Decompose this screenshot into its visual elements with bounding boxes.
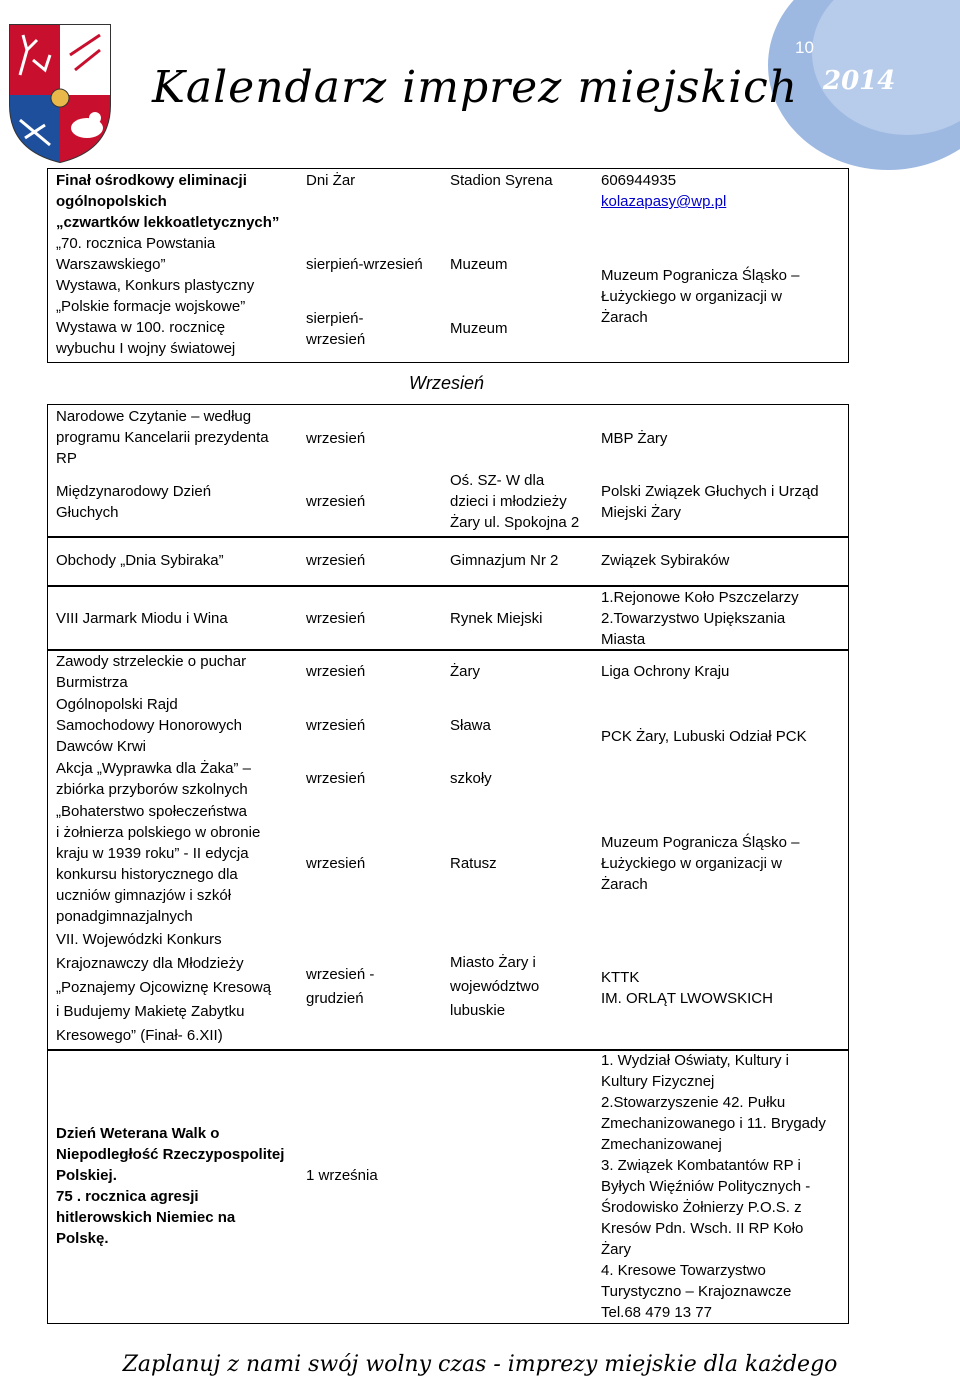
header-year: 2014 — [823, 66, 896, 96]
page-footer: Zaplanuj z nami swój wolny czas - imprezy miejskie dla każdego — [122, 1352, 838, 1377]
place-sybiraka: Gimnazjum Nr 2 — [450, 552, 559, 569]
org-bohaterstwo: Muzeum Pogranicza Śląsko – Łużyckiego w organizacji w Żarach — [601, 834, 800, 893]
email-link[interactable]: kolazapasy@wp.pl — [601, 193, 727, 210]
event-sybiraka: Obchody „Dnia Sybiraka” — [56, 552, 224, 569]
org-jarmark: 1.Rejonowe Koło Pszczelarzy 2.Towarzystwo Upiększania Miasta — [601, 589, 799, 648]
org-sybiraka: Związek Sybiraków — [601, 552, 730, 569]
org-strzeleckie: Liga Ochrony Kraju — [601, 663, 730, 680]
event-weteran: Dzień Weterana Walk o Niepodległość Rzeczypospolitej Polskiej. 75 . rocznica agresji hitlerowskich Niemiec na Polskę. — [56, 1125, 285, 1247]
org-rajd: PCK Żary, Lubuski Odział PCK — [601, 728, 807, 745]
page-number: 10 — [795, 38, 814, 57]
date-jarmark: wrzesień — [306, 610, 366, 627]
place-wyprawka: szkoły — [450, 770, 492, 787]
date-bohaterstwo: wrzesień — [306, 855, 366, 872]
date-dni-zar: Dni Żar — [306, 172, 356, 189]
place-gluchych: Oś. SZ- W dla dzieci i młodzieży Żary ul. Spokojna 2 — [450, 472, 580, 531]
event-wyprawka: Akcja „Wyprawka dla Żaka” – zbiórka przyborów szkolnych — [56, 760, 251, 798]
date-sierpien-2: sierpień- wrzesień — [306, 310, 366, 348]
month-heading: Wrzesień — [409, 373, 485, 393]
org-muzeum-1: Muzeum Pogranicza Śląsko – Łużyckiego w organizacji w Żarach — [601, 267, 800, 326]
date-sierpien-1: sierpień-wrzesień — [306, 256, 423, 273]
org-mbp: MBP Żary — [601, 430, 668, 447]
place-stadion: Stadion Syrena — [450, 172, 553, 189]
org-weteran: 1. Wydział Oświaty, Kultury i Kultury Fizycznej 2.Stowarzyszenie 42. Pułku Zmechanizowanego i 11. Brygady Zmechanizowanej 3. Związek Kombatantów RP i Byłych Więźniów Politycznych - Środowisko Żołnierzy P.O.S. z Kresów Pdn. Wsch. II RP Koło Żary 4. Kresowe Towarzystwo Turystyczno – Krajoznawcze Tel.68 479 13 77 — [601, 1052, 826, 1321]
org-kresowy: KTTK IM. ORLĄT LWOWSKICH — [601, 969, 773, 1007]
place-kresowy: Miasto Żary i województwo lubuskie — [450, 954, 540, 1019]
date-rajd: wrzesień — [306, 717, 366, 734]
date-gluchych: wrzesień — [306, 493, 366, 510]
page-title: Kalendarz imprez miejskich — [152, 62, 799, 113]
coat-of-arms-icon — [5, 20, 115, 165]
place-bohaterstwo: Ratusz — [450, 855, 497, 872]
place-rajd: Sława — [450, 717, 491, 734]
event-bohaterstwo: „Bohaterstwo społeczeństwa i żołnierza polskiego w obronie kraju w 1939 roku” - II edycja konkursu historycznego dla uczniów gimnazjów i szkół ponadgimnazjalnych — [56, 803, 261, 925]
event-czytanie: Narodowe Czytanie – według programu Kancelarii prezydenta RP — [56, 408, 269, 467]
page-header — [0, 0, 960, 165]
event-kresowy: VII. Wojewódzki Konkurs Krajoznawczy dla Młodzieży „Poznajemy Ojcowiznę Kresową i Budujemy Makietę Zabytku Kresowego” (Finał- 6.XII) — [56, 931, 272, 1044]
org-gluchych: Polski Związek Głuchych i Urząd Miejski Żary — [601, 483, 819, 521]
event-strzeleckie: Zawody strzeleckie o puchar Burmistrza — [56, 653, 247, 691]
place-muzeum-1: Muzeum — [450, 256, 508, 273]
event-finalny: Finał ośrodkowy eliminacji ogólnopolskich „czwartków lekkoatletycznych” — [56, 172, 280, 231]
event-rajd: Ogólnopolski Rajd Samochodowy Honorowych Dawców Krwi — [56, 696, 242, 755]
date-weteran: 1 września — [306, 1167, 378, 1184]
event-powstanie: „70. rocznica Powstania Warszawskiego” Wystawa, Konkurs plastyczny „Polskie formacje wojskowe” Wystawa w 100. rocznicę wybuchu I wojny światowej — [56, 235, 255, 357]
date-strzeleckie: wrzesień — [306, 663, 366, 680]
date-sybiraka: wrzesień — [306, 552, 366, 569]
place-jarmark: Rynek Miejski — [450, 610, 543, 627]
event-gluchych: Międzynarodowy Dzień Głuchych — [56, 483, 212, 521]
date-wyprawka: wrzesień — [306, 770, 366, 787]
event-jarmark: VIII Jarmark Miodu i Wina — [56, 610, 228, 627]
date-czytanie: wrzesień — [306, 430, 366, 447]
phone: 606944935 — [601, 172, 677, 189]
place-strzeleckie: Żary — [450, 663, 480, 680]
date-kresowy: wrzesień - grudzień — [306, 966, 375, 1007]
place-muzeum-2: Muzeum — [450, 320, 508, 337]
